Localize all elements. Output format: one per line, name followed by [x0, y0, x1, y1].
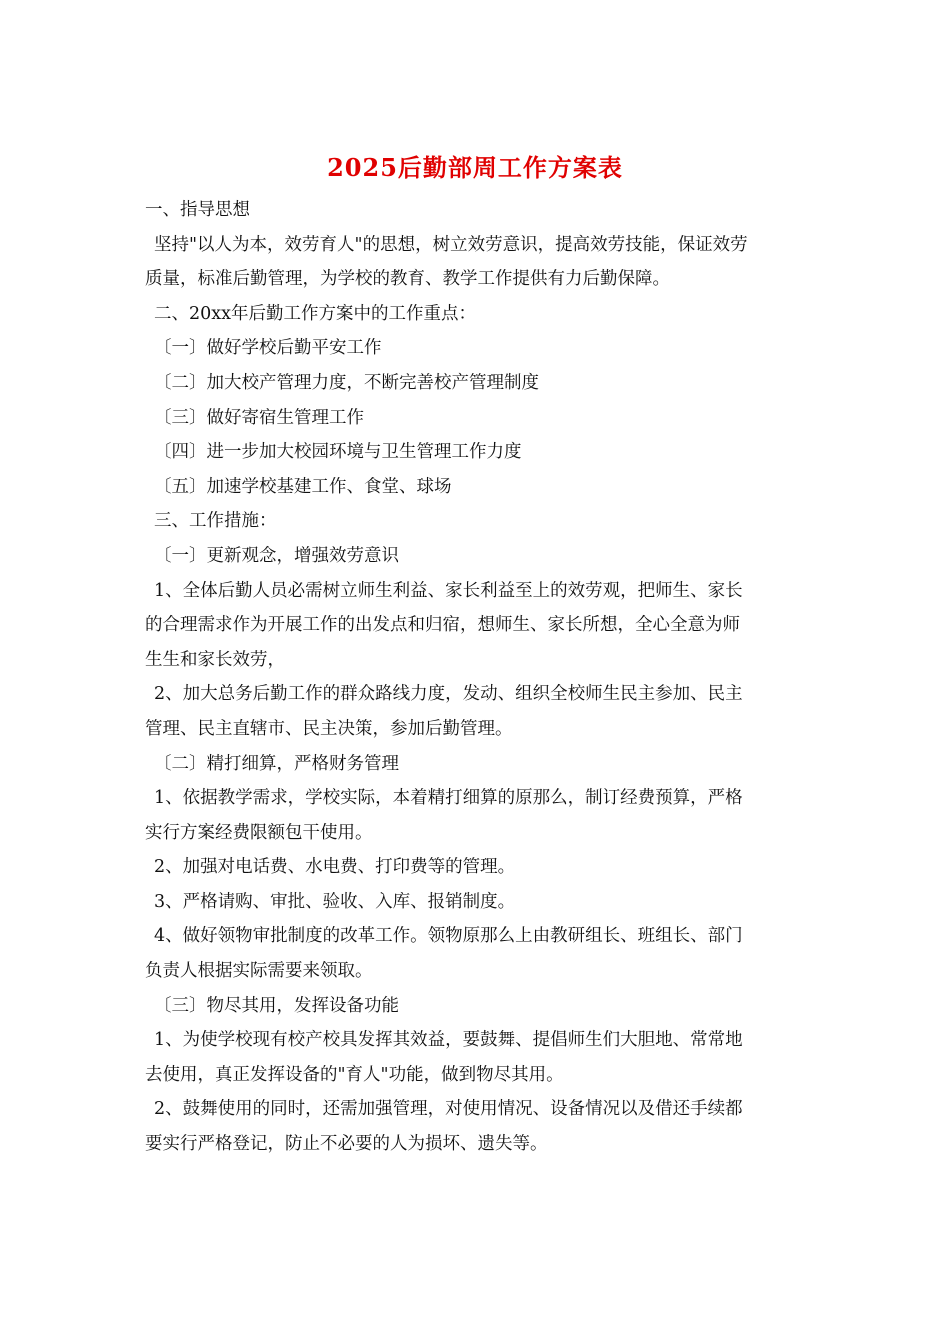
- text-line: 〔二〕加大校产管理力度，不断完善校产管理制度: [154, 372, 539, 393]
- text-line: 2、鼓舞使用的同时，还需加强管理，对使用情况、设备情况以及借还手续都: [154, 1099, 743, 1120]
- text-line: 要实行严格登记，防止不必要的人为损坏、遗失等。: [145, 1134, 548, 1155]
- text-line: 二、20xx年后勤工作方案中的工作重点：: [154, 303, 477, 324]
- text-line: 〔五〕加速学校基建工作、食堂、球场: [154, 476, 452, 497]
- text-line: 4、做好领物审批制度的改革工作。领物原那么上由教研组长、班组长、部门: [154, 926, 743, 947]
- text-line: 〔一〕更新观念，增强效劳意识: [154, 545, 399, 566]
- text-line: 1、为使学校现有校产校具发挥其效益，要鼓舞、提倡师生们大胆地、常常地: [154, 1030, 743, 1051]
- text-line: 一、指导思想: [145, 200, 250, 220]
- text-line: 1、依据教学需求，学校实际，本着精打细算的原那么，制订经费预算，严格: [154, 788, 743, 809]
- text-line: 管理、民主直辖市、民主决策，参加后勤管理。: [145, 718, 513, 739]
- text-line: 的合理需求作为开展工作的出发点和归宿，想师生、家长所想，全心全意为师: [145, 615, 740, 636]
- text-line: 〔二〕精打细算，严格财务管理: [154, 753, 399, 774]
- text-line: 〔一〕做好学校后勤平安工作: [154, 338, 382, 359]
- text-line: 实行方案经费限额包干使用。: [145, 822, 373, 843]
- text-line: 1、全体后勤人员必需树立师生利益、家长利益至上的效劳观，把师生、家长: [154, 580, 743, 601]
- text-line: 坚持"以人为本，效劳育人"的思想，树立效劳意识，提高效劳技能，保证效劳: [154, 234, 748, 255]
- text-line: 2、加大总务后勤工作的群众路线力度，发动、组织全校师生民主参加、民主: [154, 684, 743, 705]
- text-line: 〔四〕进一步加大校园环境与卫生管理工作力度: [154, 442, 522, 463]
- text-line: 3、严格请购、审批、验收、入库、报销制度。: [154, 891, 516, 912]
- text-line: 负责人根据实际需要来领取。: [145, 961, 373, 982]
- text-line: 质量，标准后勤管理，为学校的教育、教学工作提供有力后勤保障。: [145, 269, 670, 290]
- document-body: [145, 193, 805, 1162]
- text-line: 去使用，真正发挥设备的"育人"功能，做到物尽其用。: [145, 1064, 564, 1085]
- document-title: 2025后勤部周工作方案表: [327, 153, 623, 182]
- text-line: 2、加强对电话费、水电费、打印费等的管理。: [154, 857, 516, 878]
- text-line: 〔三〕物尽其用，发挥设备功能: [154, 995, 399, 1016]
- text-line: 生生和家长效劳，: [145, 649, 285, 670]
- text-line: 三、工作措施：: [154, 511, 277, 532]
- text-line: 〔三〕做好寄宿生管理工作: [154, 407, 364, 428]
